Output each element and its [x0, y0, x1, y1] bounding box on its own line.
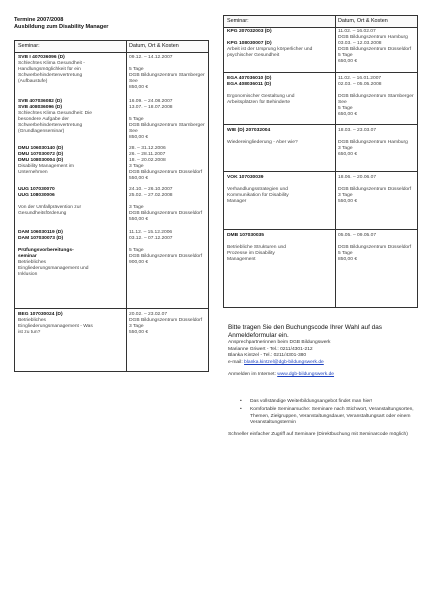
contact-line: Marianne Griwert - Tel.: 0211/4301-212: [228, 346, 313, 352]
seminar-desc: Betriebliches: [18, 318, 46, 323]
seminar-title: seminar: [18, 254, 37, 259]
seminar-desc: Kommunikation für Disability: [227, 193, 289, 198]
seminar-date: 09.12. – 14.12.2007: [129, 55, 173, 60]
seminar-date: 05.05. – 09.05.07: [338, 233, 377, 238]
seminar-date: 24.10. – 26.10.2007: [129, 187, 173, 192]
seminar-price: 550,00 €: [338, 199, 358, 204]
contact-line: Blanka Kintzel - Tel.: 0211/4301-380: [228, 353, 307, 359]
seminar-location: DGB Bildungszentrum Hamburg: [338, 140, 408, 145]
seminar-desc: Prozesse im Disability: [227, 251, 275, 256]
seminar-date: 11.02. – 16.02.07: [338, 29, 376, 34]
seminar-desc: Schlechtes Klima Gesundheit: Die: [18, 111, 92, 116]
seminar-location: DGB Bildungszentrum Düsseldorf: [338, 187, 412, 192]
seminar-location: See: [129, 129, 138, 134]
seminar-location: DGB Bildungszentrum Düsseldorf: [129, 170, 203, 175]
seminar-date: 03.12. – 07.12.2007: [129, 236, 173, 241]
seminar-desc: Betriebliche Strukturen und: [227, 245, 286, 250]
seminar-desc: Arbeit ist der Ursprung körperlicher und: [227, 47, 313, 52]
seminar-desc: Manager: [227, 199, 247, 204]
seminar-desc: Von der Umfallprävention zur: [18, 205, 82, 210]
seminar-desc: Schlechtes Klima Gesundheit -: [18, 61, 85, 66]
seminar-desc: Gesundheitsförderung: [18, 211, 67, 216]
seminar-code: DMB 107030035: [227, 233, 264, 238]
seminar-location: DGB Bildungszentrum Hamburg: [338, 35, 408, 40]
seminar-desc: Disability Management im: [18, 164, 74, 169]
seminar-code: WIE (D) 207032004: [227, 128, 271, 133]
seminar-duration: 3 Tage: [338, 146, 353, 151]
seminar-price: 850,00 €: [338, 257, 358, 262]
seminar-code: EGA 408036011 (D): [227, 82, 272, 87]
seminar-code: DAM 106030119 (D): [18, 230, 63, 235]
contact-line: Ansprechpartnerinnen beim DGB Bildungswerk: [228, 340, 331, 345]
seminar-desc: Schwerbehindertenvertretung: [18, 123, 83, 128]
seminar-location: DGB Bildungszentrum Düsseldorf: [129, 254, 203, 259]
right-table-header: [224, 16, 417, 28]
seminar-location: DGB Bildungszentrum Düsseldorf: [338, 47, 412, 52]
seminar-price: 900,00 €: [129, 260, 149, 265]
seminar-desc: Verhandlungsstrategien und: [227, 187, 288, 192]
seminar-desc: (Grundlagenseminar): [18, 129, 65, 134]
seminar-desc: Wiedereingliederung - Aber wie?: [227, 140, 298, 145]
seminar-code: VOK 107030039: [227, 175, 264, 180]
seminar-code: BEG 107030024 (D): [18, 312, 63, 317]
seminar-price: 650,00 €: [338, 152, 358, 157]
left-seminar-table: [14, 40, 209, 372]
seminar-desc: Eingliederungsmanagement - Was: [18, 324, 93, 329]
seminar-entry: [224, 72, 417, 117]
seminar-entry: [15, 308, 208, 335]
left-table-header: [15, 41, 208, 53]
seminar-desc: Unternehmen: [18, 170, 48, 175]
seminar-entry: [224, 171, 417, 204]
header-title: Termine 2007/2008: [14, 17, 64, 23]
seminar-date: 20.02. – 23.02.07: [129, 312, 168, 317]
seminar-duration: 5 Tage: [338, 106, 353, 111]
seminar-code: KPG 207032003 (D): [227, 29, 272, 34]
seminar-price: 550,00 €: [129, 330, 149, 335]
notice-title: Bitte tragen Sie den Buchungscode Ihrer Wahl auf das: [228, 324, 382, 331]
bullet-icon: •: [240, 407, 242, 412]
seminar-code: SVB I 407036096 (D): [18, 55, 65, 60]
seminar-price: 550,00 €: [129, 176, 149, 181]
contact-email-line: e-mail: blanka.kintzel@dgb-bildungswerk.de: [228, 359, 324, 365]
seminar-duration: 5 Tage: [129, 248, 144, 253]
seminar-duration: 5 Tage: [338, 251, 353, 256]
seminar-code: DMU 107030072 (D): [18, 152, 64, 157]
seminar-duration: 3 Tage: [338, 193, 353, 198]
bullet-item: Komfortable Seminarsuche: Seminare nach Stichwort, Veranstaltungsorten, Themen, Zielgruppen, Veranstaltungsdauer, Veranstaltungsart oder einem Veranstaltungstermin: [250, 407, 414, 426]
seminar-location: See: [338, 100, 347, 105]
seminar-duration: 3 Tage: [129, 205, 144, 210]
seminar-code: UUG 108030006: [18, 193, 55, 198]
seminar-desc: Eingliederungsmanagement und: [18, 266, 89, 271]
header-subtitle: Ausbildung zum Disability Manager: [14, 24, 109, 30]
seminar-desc: (Aufbaustufe): [18, 79, 48, 84]
seminar-date: 28. – 31.12.2006: [129, 146, 166, 151]
seminar-duration: 3 Tage: [129, 164, 144, 169]
seminar-date: 26. – 28.11.2007: [129, 152, 166, 157]
seminar-duration: 5 Tage: [129, 67, 144, 72]
bullet-item: Das vollständige Weiterbildungsangebot findet man hier!: [250, 399, 373, 404]
seminar-price: 650,00 €: [338, 112, 358, 117]
seminar-desc: Handlungsmöglichkeit für ein: [18, 67, 81, 72]
seminar-duration: 3 Tage: [129, 324, 144, 329]
bullet-icon: •: [240, 399, 242, 404]
seminar-date: 18. – 20.02.2008: [129, 158, 166, 163]
closing-note: Schneller einfacher Zugriff auf Seminare (Direktbuchung mit Seminarcode möglich): [228, 432, 408, 437]
seminar-entry: [224, 124, 417, 157]
seminar-code: EGA 407036010 (D): [227, 76, 272, 81]
seminar-duration: 5 Tage: [338, 53, 353, 58]
seminar-date: 02.03. – 05.05.2008: [338, 82, 382, 87]
seminar-desc: ist zu tun?: [18, 330, 41, 335]
seminar-desc: Betriebliches: [18, 260, 46, 265]
seminar-desc: Schwerbehindertenvertretung: [18, 73, 83, 78]
seminar-code: KPG 108030007 (D): [227, 41, 272, 46]
seminar-desc: besondere Aufgabe der: [18, 117, 69, 122]
seminar-desc: Management: [227, 257, 256, 262]
seminar-price: 850,00 €: [129, 85, 149, 90]
seminar-location: DGB Bildungszentrum Düsseldorf: [338, 245, 412, 250]
seminar-location: See: [129, 79, 138, 84]
seminar-code: SVB 408036096 (D): [18, 105, 63, 110]
email-link[interactable]: blanka.kintzel@dgb-bildungswerk.de: [244, 359, 324, 365]
seminar-price: 850,00 €: [129, 135, 149, 140]
seminar-date: 18.03. – 23.03.07: [338, 128, 377, 133]
seminar-date: 03.03. – 12.03.2008: [338, 41, 382, 46]
seminar-desc: psychischer Gesundheit: [227, 53, 280, 58]
seminar-code: DAM 107030073 (D): [18, 236, 64, 241]
seminar-code: DMU 108030004 (D): [18, 158, 64, 163]
seminar-date: 11.02. – 16.01.2007: [338, 76, 382, 81]
seminar-code: SVB 407036082 (D): [18, 99, 63, 104]
seminar-desc: Inklusion: [18, 272, 38, 277]
seminar-desc: Arbeitsplätzen für Behinderte: [227, 100, 291, 105]
seminar-date: 13.07. – 18.07.2008: [129, 105, 173, 110]
seminar-title: Prüfungsvorbereitungs-: [18, 248, 74, 253]
seminar-location: DGB Bildungszentrum Starnberger: [338, 94, 414, 99]
seminar-date: 16.09. – 24.08.2007: [129, 99, 173, 104]
page-header: [14, 17, 108, 31]
seminar-location: DGB Bildungszentrum Starnberger: [129, 123, 205, 128]
seminar-entry: [224, 229, 417, 262]
seminar-date: 18.06. – 20.06.07: [338, 175, 377, 180]
right-col-date: Datum, Ort & Kosten: [335, 16, 417, 27]
seminar-code: DMU 106030140 (D): [18, 146, 64, 151]
seminar-code: UUG 107030070: [18, 187, 55, 192]
left-col-seminar: Seminar:: [18, 43, 40, 49]
seminar-location: DGB Bildungszentrum Düsseldorf: [129, 318, 203, 323]
right-col-seminar: Seminar:: [227, 18, 249, 24]
booking-notice: [228, 324, 423, 379]
internet-line: Anmelden im Internet: www.dgb-bildungswerk.de: [228, 372, 335, 378]
seminar-location: DGB Bildungszentrum Starnberger: [129, 73, 205, 78]
seminar-location: DGB Bildungszentrum Düsseldorf: [129, 211, 203, 216]
seminar-price: 650,00 €: [338, 59, 358, 64]
seminar-desc: Ergonomischer Gestaltung und: [227, 94, 295, 99]
seminar-duration: 5 Tage: [129, 117, 144, 122]
left-col-date: Datum, Ort & Kosten: [126, 41, 208, 52]
right-seminar-table: [223, 15, 418, 308]
website-link[interactable]: www.dgb-bildungswerk.de: [277, 372, 335, 378]
notice-title: Anmeldeformular ein.: [228, 332, 289, 339]
seminar-price: 550,00 €: [129, 217, 149, 222]
seminar-date: 11.12. – 15.12.2006: [129, 230, 173, 235]
seminar-date: 25.02. – 27.02.2008: [129, 193, 173, 198]
